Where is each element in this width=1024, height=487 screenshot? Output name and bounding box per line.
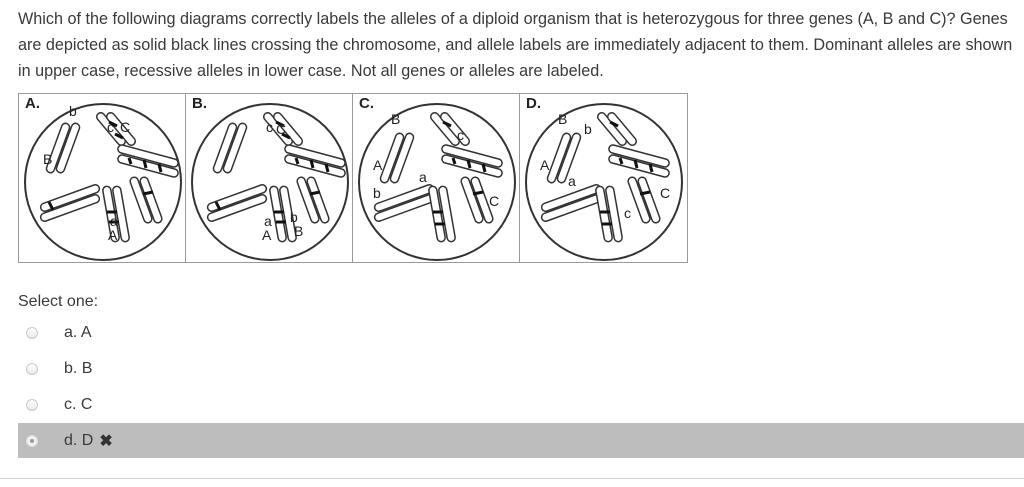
diagram-panel-b	[186, 94, 353, 262]
answer-option-a[interactable]	[18, 316, 1024, 350]
cell-diagram-c-image	[353, 94, 520, 262]
svg-text:C: C	[489, 193, 500, 209]
svg-text:b: b	[584, 121, 592, 137]
cell-diagram-a-image	[19, 94, 186, 262]
svg-text:c: c	[266, 119, 273, 135]
svg-text:B: B	[294, 223, 304, 239]
question-text: Which of the following diagrams correctly labels the alleles of a diploid organism that is heterozygous for three genes (A, B and C)? Genes are depicted as solid black lines crossing the chromosome, and allele labels are immediately adjacent to them. Dominant alleles are shown in upper case, recessive alleles in lower case. Not all genes or alleles are labeled.	[18, 10, 1013, 80]
answer-option-c[interactable]	[18, 388, 1024, 422]
option-label: c. C	[64, 396, 93, 413]
diagram-panel-c	[353, 94, 520, 262]
svg-text:b: b	[290, 209, 298, 225]
svg-text:c: c	[457, 127, 464, 143]
svg-text:B: B	[558, 111, 568, 127]
cell-diagram-d-image	[520, 94, 687, 262]
svg-text:C: C	[120, 119, 131, 135]
svg-text:A: A	[540, 157, 550, 173]
answer-option-b[interactable]	[18, 352, 1024, 386]
svg-text:A: A	[108, 227, 118, 243]
svg-text:b: b	[373, 185, 381, 201]
svg-text:c: c	[107, 119, 114, 135]
panel-label: A.	[25, 95, 40, 112]
incorrect-x-icon: ✖	[99, 432, 113, 450]
divider	[0, 478, 1024, 479]
radio-button[interactable]	[26, 363, 38, 375]
radio-button[interactable]	[26, 327, 38, 339]
svg-text:C: C	[660, 185, 671, 201]
svg-text:A: A	[262, 227, 272, 243]
svg-text:b: b	[69, 103, 77, 119]
panel-label: B.	[192, 95, 207, 112]
diagram-figure	[18, 93, 688, 263]
diagram-panel-d	[520, 94, 687, 262]
diagram-panel-a	[19, 94, 186, 262]
svg-text:a: a	[264, 213, 272, 229]
svg-text:C: C	[276, 121, 287, 137]
option-label: a. A	[64, 324, 92, 341]
select-one-prompt: Select one:	[18, 293, 99, 310]
option-label: d. D	[64, 431, 94, 449]
option-label: b. B	[64, 360, 93, 377]
cell-diagram-b-image	[186, 94, 353, 262]
panel-label: D.	[526, 95, 541, 112]
svg-text:a: a	[419, 169, 427, 185]
radio-button[interactable]	[26, 399, 38, 411]
svg-text:a: a	[110, 213, 118, 229]
svg-text:B: B	[391, 111, 401, 127]
radio-button-selected[interactable]	[26, 435, 38, 447]
panel-label: C.	[359, 95, 374, 112]
svg-text:B: B	[43, 151, 53, 167]
answer-option-d[interactable]	[18, 423, 1024, 458]
svg-text:A: A	[373, 157, 383, 173]
svg-text:a: a	[568, 173, 576, 189]
svg-text:c: c	[624, 205, 631, 221]
